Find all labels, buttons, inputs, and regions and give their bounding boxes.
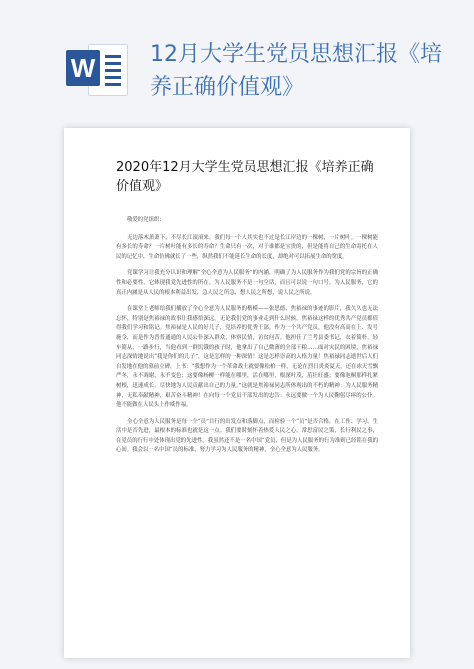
document-paragraph: 党课学习让我充分认识和理解“全心全意为人民服务”的内涵，明确了为人民服务作为我们党的宗旨的正确性和必要性，它体现我党先进性的所在。为人民服务不是一句空话，而且可以说一句口号。为人民服务，它的真正内涵是从人民的根本利益出发，急人民之所急，想人民之所想，说人民之所说。: [116, 270, 378, 296]
document-title: 2020年12月大学生党员思想汇报《培养正确价值观》: [116, 160, 374, 194]
word-doc-line: [105, 55, 121, 58]
document-salutation: 敬爱的党组织：: [127, 217, 165, 223]
word-doc-line: [105, 69, 121, 72]
document-paragraph: 无边落木萧萧下，不尽长江滚滚来。我们每一个人其实也不过是长江岸边的一棵树，一片树叶。一棵树能有多长的寿命？一片树叶能有多长的寿命？生命只有一次，对于谁都是宝贵的，但是能将自己的生命寄托在人民的记忆中，生命仿佛就长了一些，纵然我们不能延长生命的长度，却绝对可以拓展生命的宽度。: [116, 234, 378, 260]
document-paragraph: 在课堂上老师给我们播放了全心全意为人民服务的楷模——张思德、焦裕禄的事迹的影片，我久久也无法忘怀，特别是焦裕禄的故事让我感悟深远。无论我们党的事业走到什么时候，焦裕禄这样的优秀共产党员都值得我们学习和铭记。焦裕禄是人民的好儿子，党培养的优秀干部。作为一个共产党员，他没有高高在上、发号施令，而是作为普普通通的人民公仆深入群众，体察民情，访贫问苦。他担任了兰考县委书记，衣着简朴，轻车简从，一路步行，当他看到一群饥饿的孩子时，他拿出了自己微薄的全部干粮……面对灾民的困境，焦裕禄同志深情地说出“我是你们的儿子”，这是怎样的一种深情！这是怎样崇高的人格力量！焦裕禄同志逝世后人们自发地在他的墓前立碑，上书：“我想作为一个革命战士就要像松柏一样，无论在烈日炎炎夏天，还在冰天雪飘严冬，永不凋谢，永不变色；这要像杨柳一样能在哪里，活在哪里，根深叶茂，茁壮旺盛；要像泡桐那样扎紧树根，迅速成长。尽快地为人民贡献出自己的力量。”这就是焦裕禄同志所体现出的不朽的精神：为人民服务精神，无私奉献精神，艰苦奋斗精神！在向每一个党员干部发出的忠告：永远要做一个为人民鞠躬尽瘁的公仆。他不能做在人民头上作威作福。: [116, 306, 378, 409]
word-doc-line: [105, 62, 121, 65]
page-title: 12月大学生党员思想汇报《培养正确价值观》: [150, 42, 442, 100]
word-badge-letter: W: [66, 50, 100, 86]
word-doc-line: [105, 83, 121, 86]
page-header: [0, 0, 474, 110]
word-doc-line: [105, 76, 121, 79]
document-preview: [64, 128, 410, 658]
document-paragraph: 全心全意为人民服务是每一个“员”目行的出发点和落脚点，而检验一个“员”是否合格，在工作、学习、生活中是否先进，最根本的标准也就是这一点。我们要时刻怀着热爱人民之心，常思富民之策，长行利民之事，在党员的行行中处体现出党的先进性。我虽然还不是一名中国“党员，但是为人民服务的行为准则已经铭在我的心间。我会以一名中国“员的标准，努力学习为人民服务的精神，全心全意为人民服务。: [116, 418, 378, 454]
document-body: [116, 216, 378, 463]
word-doc-icon: [66, 40, 128, 98]
